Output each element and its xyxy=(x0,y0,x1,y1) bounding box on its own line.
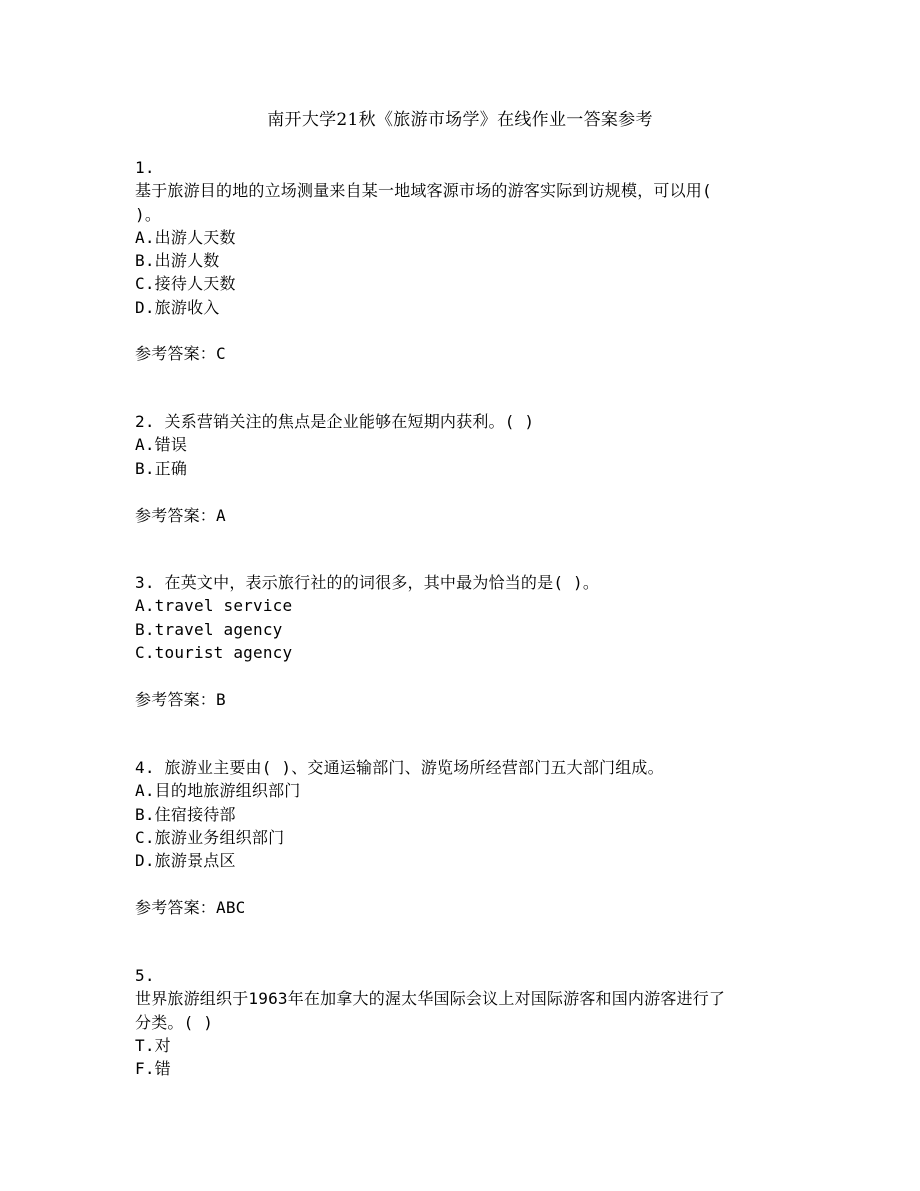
option-c: C.旅游业务组织部门 xyxy=(135,827,285,847)
option-d: D.旅游收入 xyxy=(135,297,220,317)
answer-label: 参考答案： xyxy=(135,506,217,525)
answer-value: ABC xyxy=(216,898,246,917)
question-number: 5. xyxy=(135,966,155,985)
question-stem-line-1: 世界旅游组织于1963年在加拿大的渥太华国际会议上对国际游客和国内游客进行了 xyxy=(135,989,726,1009)
option-a: A.目的地旅游组织部门 xyxy=(135,781,301,801)
option-b: B.住宿接待部 xyxy=(135,804,236,824)
answer-1 xyxy=(135,342,226,365)
option-b: B.正确 xyxy=(135,458,188,478)
question-1 xyxy=(135,156,795,319)
answer-value: C xyxy=(216,344,226,363)
answer-2 xyxy=(135,504,226,527)
option-b: B.出游人数 xyxy=(135,251,220,271)
question-number: 3. xyxy=(135,573,155,592)
option-a: A.travel service xyxy=(135,596,293,616)
answer-label: 参考答案： xyxy=(135,690,217,709)
answer-value: B xyxy=(216,690,226,709)
answer-4 xyxy=(135,896,246,919)
question-number: 1. xyxy=(135,158,155,177)
option-a: A.出游人天数 xyxy=(135,227,236,247)
option-d: D.旅游景点区 xyxy=(135,851,236,871)
question-stem-line-2: )。 xyxy=(135,204,162,224)
question-stem-line xyxy=(135,756,795,779)
option-t: T.对 xyxy=(135,1035,171,1055)
question-2 xyxy=(135,410,795,480)
question-stem-line xyxy=(135,410,795,433)
question-stem-line xyxy=(135,571,795,594)
question-3 xyxy=(135,571,795,664)
question-4 xyxy=(135,756,795,872)
option-b: B.travel agency xyxy=(135,619,283,639)
option-c: C.tourist agency xyxy=(135,642,293,662)
question-stem: 旅游业主要由( )、交通运输部门、游览场所经营部门五大部门组成。 xyxy=(164,758,664,777)
question-stem-line-1: 基于旅游目的地的立场测量来自某一地域客源市场的游客实际到访规模，可以用( xyxy=(135,181,712,201)
answer-3 xyxy=(135,688,226,711)
question-stem: 在英文中，表示旅行社的的词很多，其中最为恰当的是( )。 xyxy=(164,573,600,592)
question-number: 4. xyxy=(135,758,155,777)
answer-label: 参考答案： xyxy=(135,898,217,917)
option-c: C.接待人天数 xyxy=(135,274,236,294)
question-stem-line-2: 分类。( ) xyxy=(135,1012,214,1032)
answer-label: 参考答案： xyxy=(135,344,217,363)
option-f: F.错 xyxy=(135,1059,171,1079)
document-title: 南开大学21秋《旅游市场学》在线作业一答案参考 xyxy=(267,110,653,130)
question-stem: 关系营销关注的焦点是企业能够在短期内获利。( ) xyxy=(164,412,535,431)
answer-value: A xyxy=(216,506,226,525)
question-number: 2. xyxy=(135,412,155,431)
question-5 xyxy=(135,964,795,1080)
option-a: A.错误 xyxy=(135,435,188,455)
